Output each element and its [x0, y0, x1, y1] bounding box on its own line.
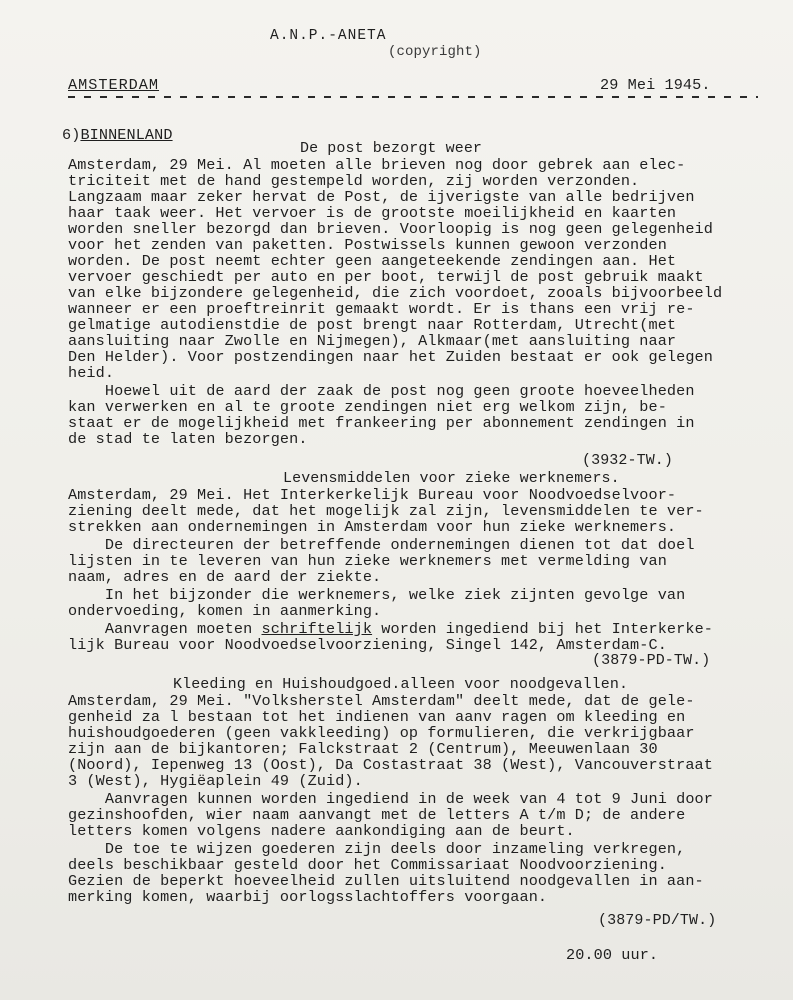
article-line: genheid za l bestaan tot het indienen van aanv ragen om kleeding en: [68, 708, 686, 726]
section-number: 6): [62, 126, 81, 144]
article-line: ondervoeding, komen in aanmerking.: [68, 602, 382, 620]
dashed-divider: [68, 96, 758, 98]
article-line: Den Helder). Voor postzendingen naar het Zuiden bestaat er ook gelegen: [68, 348, 713, 366]
article-line: Amsterdam, 29 Mei. "Volksherstel Amsterdam" deelt mede, dat de gele-: [68, 692, 695, 710]
article-line: merking komen, waarbij oorlogsslachtoffers voorgaan.: [68, 888, 548, 906]
article-line: strekken aan ondernemingen in Amsterdam voor hun zieke werknemers.: [68, 518, 677, 536]
dateline-date: 29 Mei 1945.: [600, 76, 711, 94]
copyright-notice: (copyright): [388, 44, 482, 60]
article-line: (Noord), Iepenweg 13 (Oost), Da Costastraat 38 (West), Vancouverstraat: [68, 756, 713, 774]
dateline-place: AMSTERDAM: [68, 76, 160, 94]
article-line: Gezien de beperkt hoeveelheid zullen uitsluitend noodgevallen in aan-: [68, 872, 704, 890]
article-line: zijn aan de bijkantoren; Falckstraat 2 (Centrum), Meeuwenlaan 30: [68, 740, 658, 758]
agency-header: A.N.P.-ANETA: [270, 28, 387, 44]
article-line: Aanvragen kunnen worden ingediend in de week van 4 tot 9 Juni door: [68, 790, 713, 808]
apply-text: worden ingediend bij het Interkerke-: [372, 620, 713, 638]
article-line: 3 (West), Hygiëaplein 49 (Zuid).: [68, 772, 363, 790]
article-line: De directeuren der betreffende ondernemingen dienen tot dat doel: [68, 536, 695, 554]
article-line: ziening deelt mede, dat het mogelijk zal zijn, levensmiddelen te ver-: [68, 502, 704, 520]
article-line: Amsterdam, 29 Mei. Het Interkerkelijk Bureau voor Noodvoedselvoor-: [68, 486, 677, 504]
article-title: Levensmiddelen voor zieke werknemers.: [283, 470, 620, 487]
article-line: Hoewel uit de aard der zaak de post nog geen groote hoeveelheden: [68, 382, 695, 400]
article-line: kan verwerken en al te groote zendingen niet erg welkom zijn, be-: [68, 398, 667, 416]
article-line: van elke bijzondere gelegenheid, die zich voordoet, zooals bijvoorbeeld: [68, 284, 723, 302]
underlined-word: schriftelijk: [261, 620, 373, 638]
article-line: deels beschikbaar gesteld door het Commissariaat Noodvoorziening.: [68, 856, 667, 874]
article-line: De toe te wijzen goederen zijn deels door inzameling verkregen,: [68, 840, 686, 858]
section-name: BINNENLAND: [80, 126, 173, 144]
article-line: naam, adres en de aard der ziekte.: [68, 568, 382, 586]
article-line: worden sneller bezorgd dan brieven. Voorloopig is nog geen gelegenheid: [68, 220, 713, 238]
article-line: aansluiting naar Zwolle en Nijmegen), Alkmaar(met aansluiting naar: [68, 332, 677, 350]
article-line: vervoer geschiedt per auto en per boot, terwijl de post gebruik maakt: [68, 268, 704, 286]
article-line: gezinshoofden, wier naam aanvangt met de letters A t/m D; de andere: [68, 806, 686, 824]
article-line: triciteit met de hand gestempeld worden, zij worden verzonden.: [68, 172, 640, 190]
article-line: Amsterdam, 29 Mei. Al moeten alle brieven nog door gebrek aan elec-: [68, 156, 686, 174]
article-line: heid.: [68, 364, 115, 382]
article-title: Kleeding en Huishoudgoed.alleen voor noodgevallen.: [173, 676, 629, 693]
article-line: lijsten in te leveren van hun zieke werknemers met vermelding van: [68, 552, 667, 570]
article-line: huishoudgoederen (geen vakkleeding) op formulieren, die verkrijgbaar: [68, 724, 695, 742]
article-line: lijk Bureau voor Noodvoedselvoorziening, Singel 142, Amsterdam-C.: [68, 636, 667, 654]
article-line: worden. De post neemt echter geen aangeteekende zendingen aan. Het: [68, 252, 677, 270]
article-line: wanneer er een proeftreinrit gemaakt wordt. Er is thans een vrij re-: [68, 300, 695, 318]
article-line: Langzaam maar zeker hervat de Post, de ijverigste van alle bedrijven: [68, 188, 695, 206]
article-reference: (3932-TW.): [582, 452, 674, 469]
article-reference: (3879-PD/TW.): [598, 912, 717, 929]
article-line: de stad te laten bezorgen.: [68, 430, 308, 448]
article-line: letters komen volgens nadere aankondiging aan de beurt.: [68, 822, 575, 840]
article-title: De post bezorgt weer: [300, 140, 483, 157]
article-reference: (3879-PD-TW.): [592, 652, 711, 669]
article-line: In het bijzonder die werknemers, welke ziek zijnten gevolge van: [68, 586, 686, 604]
section-label: [62, 126, 173, 144]
apply-text: Aanvragen moeten: [68, 620, 262, 638]
article-line: haar taak weer. Het vervoer is de grootste moeilijkheid en kaarten: [68, 204, 677, 222]
transmission-time: 20.00 uur.: [566, 946, 659, 964]
article-line: voor het zenden van paketten. Postwissels kunnen gewoon verzonden: [68, 236, 667, 254]
article-line: gelmatige autodienstdie de post brengt naar Rotterdam, Utrecht(met: [68, 316, 677, 334]
article-line: staat er de mogelijkheid met frankeering per abonnement zendingen in: [68, 414, 695, 432]
